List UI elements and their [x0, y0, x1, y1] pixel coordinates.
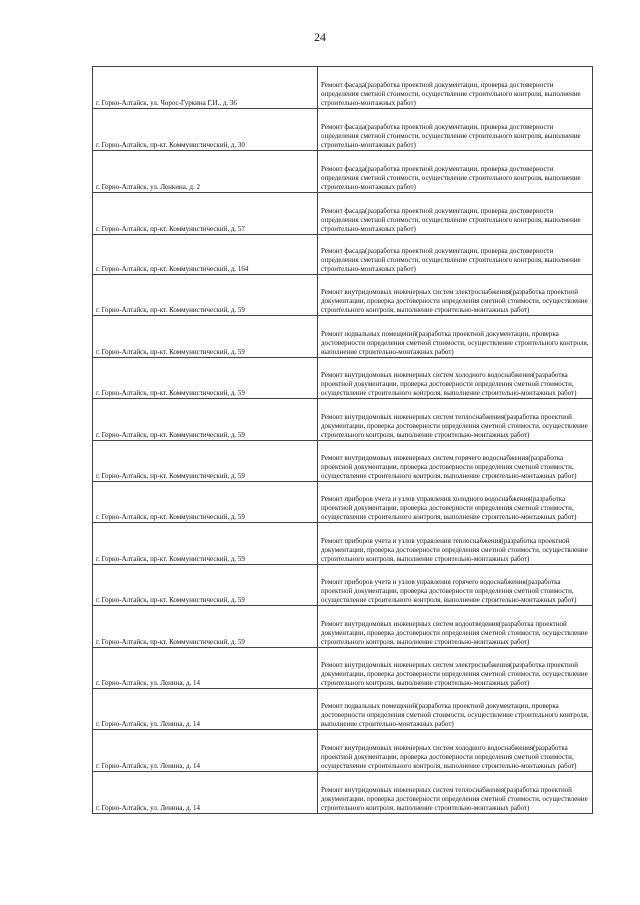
table-row: [93, 399, 593, 441]
table-row: [93, 482, 593, 523]
work-description-cell: Ремонт приборов учета и узлов управления холодного водоснабжения(разработка проектной документации, проверка достоверности определения сметной стоимости, осуществление строительного контроля, выполнение строительно-монтажных работ): [318, 482, 593, 523]
table-row: [93, 235, 593, 275]
work-description-cell: Ремонт внутридомовых инженерных систем холодного водоснабжения(разработка проектной документации, проверка достоверности определения сметной стоимости, осуществление строительного контроля, выполнение строительно-монтажных работ): [318, 358, 593, 399]
work-description-cell: Ремонт фасада(разработка проектной документации, проверка достоверности определения сметной стоимости, осуществление строительного контроля, выполнение строительно-монтажных работ): [318, 109, 593, 151]
address-cell: г. Горно-Алтайск, пр-кт. Коммунистический, д. 59: [93, 358, 318, 399]
address-cell: г. Горно-Алтайск, ул. Ленкина, д. 2: [93, 151, 318, 193]
address-cell: г. Горно-Алтайск, пр-кт. Коммунистический, д. 59: [93, 606, 318, 648]
works-table: [92, 66, 593, 814]
address-cell: г. Горно-Алтайск, пр-кт. Коммунистический, д. 59: [93, 399, 318, 441]
address-cell: г. Горно-Алтайск, пр-кт. Коммунистический, д. 59: [93, 565, 318, 606]
work-description-cell: Ремонт фасада(разработка проектной документации, проверка достоверности определения сметной стоимости, осуществление строительного контроля, выполнение строительно-монтажных работ): [318, 67, 593, 109]
address-cell: г. Горно-Алтайск, ул. Ленина, д. 14: [93, 730, 318, 772]
address-cell: г. Горно-Алтайск, пр-кт. Коммунистический, д. 59: [93, 523, 318, 565]
page-number: 24: [314, 30, 326, 44]
table-row: [93, 523, 593, 565]
table-row: [93, 565, 593, 606]
table-row: [93, 648, 593, 689]
work-description-cell: Ремонт внутридомовых инженерных систем электроснабжения(разработка проектной документации, проверка достоверности определения сметной стоимости, осуществление строительного контроля, выполнение строительно-монтажных работ): [318, 648, 593, 689]
works-table-body: [93, 67, 593, 814]
address-cell: г. Горно-Алтайск, пр-кт. Коммунистический, д. 164: [93, 235, 318, 275]
address-cell: г. Горно-Алтайск, пр-кт. Коммунистический, д. 30: [93, 109, 318, 151]
work-description-cell: Ремонт внутридомовых инженерных систем горячего водоснабжения(разработка проектной документации, проверка достоверности определения сметной стоимости, осуществление строительного контроля, выполнение строительно-монтажных работ): [318, 441, 593, 482]
table-row: [93, 441, 593, 482]
address-cell: г. Горно-Алтайск, ул. Ленина, д. 14: [93, 772, 318, 814]
table-row: [93, 772, 593, 814]
table-row: [93, 316, 593, 358]
work-description-cell: Ремонт внутридомовых инженерных систем электроснабжения(разработка проектной документации, проверка достоверности определения сметной стоимости, осуществление строительного контроля, выполнение строительно-монтажных работ): [318, 275, 593, 316]
address-cell: г. Горно-Алтайск, пр-кт. Коммунистический, д. 59: [93, 441, 318, 482]
table-row: [93, 358, 593, 399]
work-description-cell: Ремонт фасада(разработка проектной документации, проверка достоверности определения сметной стоимости, осуществление строительного контроля, выполнение строительно-монтажных работ): [318, 193, 593, 235]
work-description-cell: Ремонт приборов учета и узлов управления горячего водоснабжения(разработка проектной документации, проверка достоверности определения сметной стоимости, осуществление строительного контроля, выполнение строительно-монтажных работ): [318, 565, 593, 606]
table-row: [93, 151, 593, 193]
table-row: [93, 730, 593, 772]
work-description-cell: Ремонт внутридомовых инженерных систем теплоснабжения(разработка проектной документации, проверка достоверности определения сметной стоимости, осуществление строительного контроля, выполнение строительно-монтажных работ): [318, 772, 593, 814]
address-cell: г. Горно-Алтайск, пр-кт. Коммунистический, д. 57: [93, 193, 318, 235]
address-cell: г. Горно-Алтайск, ул. Чорос-Гуркина Г.И., д. 36: [93, 67, 318, 109]
address-cell: г. Горно-Алтайск, пр-кт. Коммунистический, д. 59: [93, 482, 318, 523]
work-description-cell: Ремонт фасада(разработка проектной документации, проверка достоверности определения сметной стоимости, осуществление строительного контроля, выполнение строительно-монтажных работ): [318, 235, 593, 275]
address-cell: г. Горно-Алтайск, ул. Ленина, д. 14: [93, 648, 318, 689]
work-description-cell: Ремонт приборов учета и узлов управления теплоснабжения(разработка проектной документации, проверка достоверности определения сметной стоимости, осуществление строительного контроля, выполнение строительно-монтажных работ): [318, 523, 593, 565]
address-cell: г. Горно-Алтайск, ул. Ленина, д. 14: [93, 689, 318, 730]
table-row: [93, 606, 593, 648]
address-cell: г. Горно-Алтайск, пр-кт. Коммунистический, д. 59: [93, 275, 318, 316]
work-description-cell: Ремонт внутридомовых инженерных систем водоотведения(разработка проектной документации, проверка достоверности определения сметной стоимости, осуществление строительного контроля, выполнение строительно-монтажных работ): [318, 606, 593, 648]
work-description-cell: Ремонт внутридомовых инженерных систем холодного водоснабжения(разработка проектной документации, проверка достоверности определения сметной стоимости, осуществление строительного контроля, выполнение строительно-монтажных работ): [318, 730, 593, 772]
work-description-cell: Ремонт внутридомовых инженерных систем теплоснабжения(разработка проектной документации, проверка достоверности определения сметной стоимости, осуществление строительного контроля, выполнение строительно-монтажных работ): [318, 399, 593, 441]
table-row: [93, 275, 593, 316]
work-description-cell: Ремонт подвальных помещений(разработка проектной документации, проверка достоверности определения сметной стоимости, осуществление строительного контроля, выполнение строительно-монтажных работ): [318, 316, 593, 358]
address-cell: г. Горно-Алтайск, пр-кт. Коммунистический, д. 59: [93, 316, 318, 358]
work-description-cell: Ремонт фасада(разработка проектной документации, проверка достоверности определения сметной стоимости, осуществление строительного контроля, выполнение строительно-монтажных работ): [318, 151, 593, 193]
table-row: [93, 689, 593, 730]
table-row: [93, 193, 593, 235]
work-description-cell: Ремонт подвальных помещений(разработка проектной документации, проверка достоверности определения сметной стоимости, осуществление строительного контроля, выполнение строительно-монтажных работ): [318, 689, 593, 730]
table-row: [93, 109, 593, 151]
table-row: [93, 67, 593, 109]
